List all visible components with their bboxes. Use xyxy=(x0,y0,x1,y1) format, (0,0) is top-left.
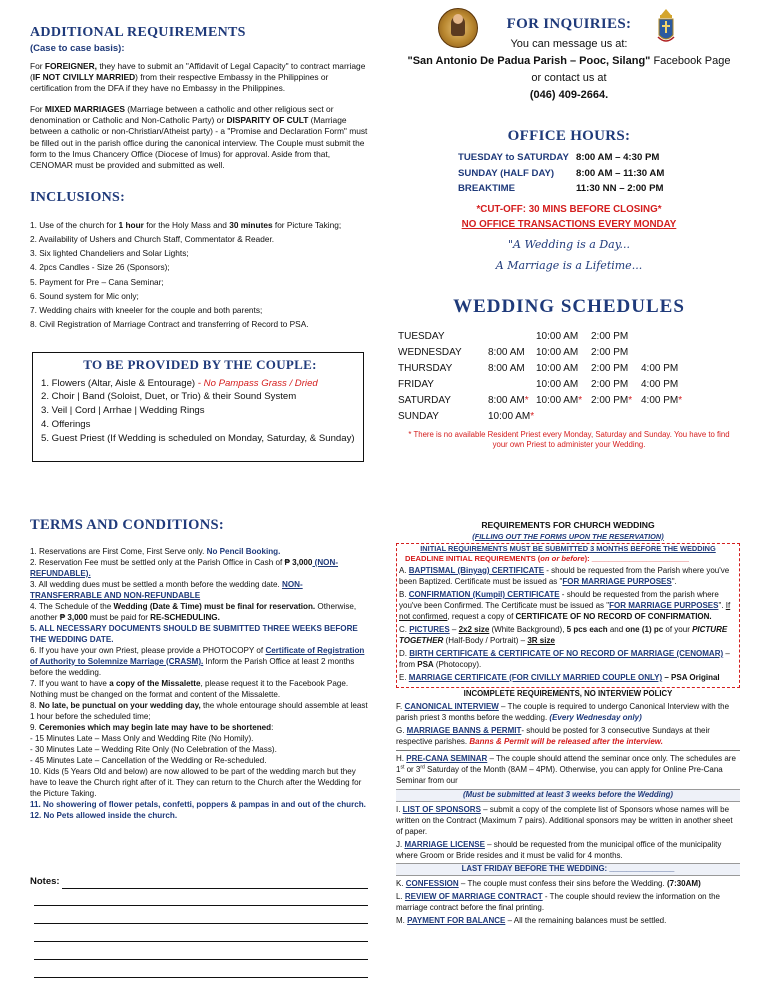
inclusion-item: 3. Six lighted Chandeliers and Solar Lights; xyxy=(30,248,189,259)
schedule-row: TUESDAY 10:00 AM 2:00 PM xyxy=(398,330,629,342)
schedule-row: FRIDAY 10:00 AM 2:00 PM 4:00 PM xyxy=(398,378,679,390)
incomplete-requirements-policy: INCOMPLETE REQUIREMENTS, NO INTERVIEW POLICY xyxy=(463,689,673,699)
office-hours-row: TUESDAY to SATURDAY 8:00 AM – 4:30 PM xyxy=(458,152,660,164)
couple-item: 3. Veil | Cord | Arrhae | Wedding Rings xyxy=(41,405,205,417)
requirement-item: L. REVIEW OF MARRIAGE CONTRACT - The couple should review the information on the marriage contract before the final printing. xyxy=(396,891,720,912)
term-item: 5. ALL NECESSARY DOCUMENTS SHOULD BE SUBMITTED THREE WEEKS BEFORE THE WEDDING DATE. xyxy=(30,623,358,644)
inquiries-title: FOR INQUIRIES: xyxy=(506,16,632,32)
inclusions-title: INCLUSIONS: xyxy=(30,190,126,205)
deadline-initial-requirements: DEADLINE INITIAL REQUIREMENTS (on or before): _______________________ xyxy=(405,554,689,564)
term-item: 8. No late, be punctual on your wedding day, the whole entourage should assemble at least 1 hour before the scheduled time; xyxy=(30,700,368,721)
notes-line xyxy=(34,941,368,942)
resident-priest-note: * There is no available Resident Priest every Monday, Saturday and Sunday. You have to find your own Priest to administer your Wedding. xyxy=(408,429,730,450)
marriage-quote: A Marriage is a Lifetime... xyxy=(495,258,643,272)
notes-line xyxy=(34,923,368,924)
schedule-row: THURSDAY 8:00 AM 10:00 AM 2:00 PM 4:00 PM xyxy=(398,362,679,374)
requirement-item: F. CANONICAL INTERVIEW – The couple is required to undergo Canonical Interview with the parish priest 3 months before the wedding. (Every Wednesday only) xyxy=(396,701,730,722)
three-weeks-notice: (Must be submitted at least 3 weeks before the Wedding) xyxy=(396,789,740,802)
term-item: 12. No Pets allowed inside the church. xyxy=(30,810,178,820)
couple-item: 1. Flowers (Altar, Aisle & Entourage) - No Pampass Grass / Dried xyxy=(41,377,318,389)
initial-requirements-notice: INITIAL REQUIREMENTS MUST BE SUBMITTED 3 MONTHS BEFORE THE WEDDING xyxy=(420,544,716,554)
office-hours-title: OFFICE HOURS: xyxy=(507,128,631,144)
inclusion-item: 6. Sound system for Mic only; xyxy=(30,290,139,301)
couple-provided-box xyxy=(32,352,364,462)
additional-requirements-title: ADDITIONAL REQUIREMENTS xyxy=(30,25,246,40)
inquiries-phone: (046) 409-2664. xyxy=(529,89,609,102)
term-subitem: - 15 Minutes Late – Mass Only and Wedding Rite (No Homily). xyxy=(30,733,254,743)
church-requirements-section xyxy=(396,520,740,928)
inclusion-item: 8. Civil Registration of Marriage Contract and transferring of Record to PSA. xyxy=(30,319,309,330)
term-item: 9. Ceremonies which may begin late may have to be shortened: xyxy=(30,722,274,732)
office-hours-row: SUNDAY (HALF DAY) 8:00 AM – 11:30 AM xyxy=(458,167,665,179)
notes-label: Notes: xyxy=(30,876,60,887)
inclusion-item: 4. 2pcs Candles - Size 26 (Sponsors); xyxy=(30,262,170,273)
requirement-item: J. MARRIAGE LICENSE – should be requested from the municipal office of the municipality where Groom or Bride resides and it must be valid for 4 months. xyxy=(396,839,722,860)
notes-line xyxy=(34,905,368,906)
inclusion-item: 7. Wedding chairs with kneeler for the couple and both parents; xyxy=(30,305,263,316)
term-item: 1. Reservations are First Come, First Serve only. No Pencil Booking. xyxy=(30,546,281,556)
pampass-note: - No Pampass Grass / Dried xyxy=(197,377,318,389)
requirement-item: G. MARRIAGE BANNS & PERMIT- should be posted for 3 consecutive Sundays at their respective parishes. Banns & Permit will be released after the interview. xyxy=(396,725,710,746)
church-requirements-subtitle: (FILLING OUT THE FORMS UPON THE RESERVATION) xyxy=(472,531,664,541)
couple-provided-title: TO BE PROVIDED BY THE COUPLE: xyxy=(83,357,317,372)
inclusions-section xyxy=(30,189,375,333)
term-item: 7. If you want to have a copy of the Missalette, please request it to the Facebook Page. Nothing must be changed on the format and content of the Missalette. xyxy=(30,678,349,699)
requirement-item: B. CONFIRMATION (Kumpil) CERTIFICATE - should be requested from the parish where you've been Confirmed. The Certificate must be issued as "FOR MARRIAGE PURPOSES". If not confirmed, request a copy of CERTIFICATE OF NO RECORD OF CONFIRMATION. xyxy=(399,589,731,621)
inclusion-item: 2. Availability of Ushers and Church Staff, Commentator & Reader. xyxy=(30,234,275,245)
requirement-item: I. LIST OF SPONSORS – submit a copy of the complete list of Sponsors whose names will be written on the Contract (Maximum 7 pairs). Additional sponsors may be written in another sheet of paper. xyxy=(396,804,733,836)
schedule-row: SUNDAY 10:00 AM* xyxy=(398,410,535,422)
term-item: 6. If you have your own Priest, please provide a PHOTOCOPY of Certificate of Registration of Authority to Solemnize Marriage (CRASM). Inform the Parish Office at least 2 months before the wedding. xyxy=(30,645,365,677)
inquiries-message-line: You can message us at: xyxy=(510,38,628,51)
requirement-item: H. PRE-CANA SEMINAR – The couple should attend the seminar once only. The schedules are 1st or 3rd Saturday of the Month (8AM – 4PM). Otherwise, you can apply for Online Pre-Cana Seminar from our xyxy=(396,753,736,786)
inquiries-section xyxy=(380,14,758,104)
schedule-row: WEDNESDAY 8:00 AM 10:00 AM 2:00 PM xyxy=(398,346,629,358)
notes-line xyxy=(62,888,368,889)
mixed-marriage-paragraph: For MIXED MARRIAGES (Marriage between a catholic and other religious sect or denomination or Catholic and Non-Catholic Party) or DISPARITY OF CULT (Marriage between a catholic or non-Christian/Atheist party) - a "Promise and Declaration Form" must be filled out in the parish office during the canonical interview. The Couple must submit the form to the Imus Chancery Office (Diocese of Imus) for approval. Aside from that, CENOMAR must be provided and submitted as well. xyxy=(30,103,368,171)
requirement-item: E. MARRIAGE CERTIFICATE (FOR CIVILLY MARRIED COUPLE ONLY) – PSA Original xyxy=(399,673,720,683)
term-item: 11. No showering of flower petals, confetti, poppers & pampas in and out of the church. xyxy=(30,799,366,809)
term-item: 4. The Schedule of the Wedding (Date & Time) must be final for reservation. Otherwise, another ₱ 3,000 must be paid for RE-SCHEDULING. xyxy=(30,601,357,622)
term-item: 3. All wedding dues must be settled a month before the wedding date. NON-TRANSFERRABLE AND NON-REFUNDABLE xyxy=(30,579,303,600)
term-subitem: - 45 Minutes Late – Cancellation of the Wedding or Re-scheduled. xyxy=(30,755,267,765)
additional-requirements-section xyxy=(30,24,370,172)
office-hours-section xyxy=(380,126,758,276)
requirement-item: A. BAPTISMAL (Binyag) CERTIFICATE - should be requested from the Parish where you've been Baptized. Certificate must be issued as "FOR MARRIAGE PURPOSES". xyxy=(399,565,730,586)
term-item: 2. Reservation Fee must be settled only at the Parish Office in Cash of ₱ 3,000 (NON-REFUNDABLE). xyxy=(30,557,339,578)
office-hours-row: BREAKTIME 11:30 NN – 2:00 PM xyxy=(458,182,664,194)
notes-line xyxy=(34,977,368,978)
term-item: 10. Kids (5 Years Old and below) are now allowed to be part of the wedding march but they have to leave the Church right after of it. They can return to the Church after the Wedding for the Picture Taking. xyxy=(30,766,362,798)
wedding-schedules-title: WEDDING SCHEDULES xyxy=(453,296,685,317)
no-office-monday-notice: NO OFFICE TRANSACTIONS EVERY MONDAY xyxy=(461,219,677,231)
term-subitem: - 30 Minutes Late – Wedding Rite Only (No Celebration of the Mass). xyxy=(30,744,277,754)
wedding-quote: "A Wedding is a Day... xyxy=(508,237,630,251)
church-requirements-title: REQUIREMENTS FOR CHURCH WEDDING xyxy=(481,520,655,530)
requirement-item: D. BIRTH CERTIFICATE & CERTIFICATE OF NO RECORD OF MARRIAGE (CENOMAR) – from PSA (Photocopy). xyxy=(399,648,730,670)
inclusion-item: 1. Use of the church for 1 hour for the Holy Mass and 30 minutes for Picture Taking; xyxy=(30,219,342,230)
requirement-item: M. PAYMENT FOR BALANCE – All the remaining balances must be settled. xyxy=(396,915,667,925)
schedule-row: SATURDAY 8:00 AM* 10:00 AM* 2:00 PM* 4:00 PM* xyxy=(398,394,683,406)
couple-item: 2. Choir | Band (Soloist, Duet, or Trio) & their Sound System xyxy=(41,391,297,403)
requirement-item: C. PICTURES – 2x2 size (White Background), 5 pcs each and one (1) pc of your PICTURE TOGETHER (Half-Body / Portrait) – 3R size xyxy=(399,624,728,645)
additional-requirements-subtitle: (Case to case basis): xyxy=(30,42,125,54)
inquiries-facebook-line: "San Antonio De Padua Parish – Pooc, Silang" Facebook Page xyxy=(407,55,731,68)
foreigner-paragraph: For FOREIGNER, they have to submit an "Affidavit of Legal Capacity" to contract marriage (IF NOT CIVILLY MARRIED) from their respective Embassy in the Philippines or certification from the DFA if they have no Embassy in the Philippines. xyxy=(30,60,366,94)
notes-line xyxy=(34,959,368,960)
wedding-schedules-section xyxy=(380,294,758,451)
inclusion-item: 5. Payment for Pre – Cana Seminar; xyxy=(30,276,164,287)
last-friday-notice: LAST FRIDAY BEFORE THE WEDDING: _______________ xyxy=(396,863,740,876)
requirement-item: K. CONFESSION – The couple must confess their sins before the Wedding. (7:30AM) xyxy=(396,878,701,888)
terms-title: TERMS AND CONDITIONS: xyxy=(30,517,225,533)
inquiries-contact-line: or contact us at xyxy=(531,72,607,85)
couple-item: 4. Offerings xyxy=(41,419,91,431)
couple-item: 5. Guest Priest (If Wedding is scheduled on Monday, Saturday, & Sunday) xyxy=(41,433,355,445)
terms-section xyxy=(30,516,370,821)
cutoff-notice: *CUT-OFF: 30 MINS BEFORE CLOSING* xyxy=(476,204,662,216)
